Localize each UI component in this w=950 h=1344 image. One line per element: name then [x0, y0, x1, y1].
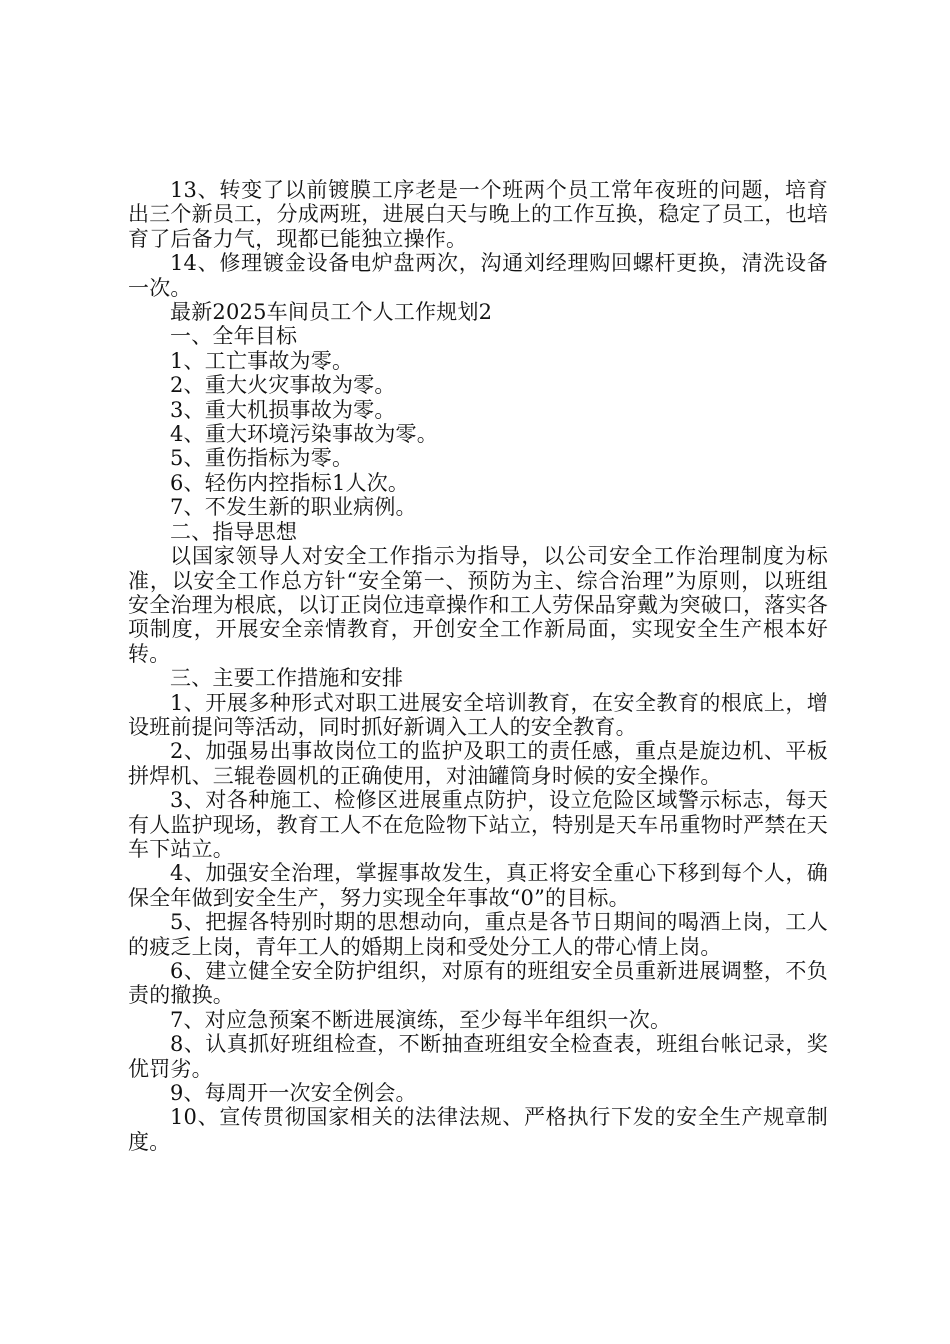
heading-guiding-thought: 二、指导思想: [170, 519, 298, 544]
heading-annual-goals: 一、全年目标: [170, 324, 298, 349]
goal-item: 4、重大环境污染事故为零。: [170, 422, 438, 447]
measure-item: 8、认真抓好班组检查，不断抽查班组安全检查表，班组台帐记录，奖优罚劣。: [128, 1032, 828, 1081]
guiding-thought-paragraph: 以国家领导人对安全工作指示为指导，以公司安全工作治理制度为标准，以安全工作总方针“安全第一、预防为主、综合治理”为原则，以班组安全治理为根底，以订正岗位违章操作和工人劳保品穿戴为突破口，落实各项制度，开展安全亲情教育，开创安全工作新局面，实现安全生产根本好转。: [128, 544, 828, 666]
goal-item: 3、重大机损事故为零。: [170, 397, 396, 422]
section-title: 最新2025车间员工个人工作规划2: [170, 300, 493, 325]
paragraph-14: 14、修理镀金设备电炉盘两次，沟通刘经理购回螺杆更换，清洗设备一次。: [128, 251, 828, 300]
measure-item: 4、加强安全治理，掌握事故发生，真正将安全重心下移到每个人，确保全年做到安全生产，努力实现全年事故“0”的目标。: [128, 861, 828, 910]
goal-item: 6、轻伤内控指标1人次。: [170, 470, 410, 495]
measure-item: 9、每周开一次安全例会。: [170, 1081, 417, 1106]
goal-item: 7、不发生新的职业病例。: [170, 495, 417, 520]
goal-item: 1、工亡事故为零。: [170, 348, 354, 373]
measure-item: 7、对应急预案不断进展演练，至少每半年组织一次。: [170, 1007, 672, 1032]
measure-item: 5、把握各特别时期的思想动向，重点是各节日期间的喝酒上岗，工人的疲乏上岗，青年工人的婚期上岗和受处分工人的带心情上岗。: [128, 910, 828, 959]
heading-main-measures: 三、主要工作措施和安排: [170, 666, 404, 691]
measure-item: 2、加强易出事故岗位工的监护及职工的责任感，重点是旋边机、平板拼焊机、三辊卷圆机的正确使用，对油罐筒身时候的安全操作。: [128, 739, 828, 788]
paragraph-13: 13、转变了以前镀膜工序老是一个班两个员工常年夜班的问题，培育出三个新员工，分成两班，进展白天与晚上的工作互换，稳定了员工，也培育了后备力气，现都已能独立操作。: [128, 178, 828, 251]
goal-item: 5、重伤指标为零。: [170, 446, 354, 471]
measure-item: 10、宣传贯彻国家相关的法律法规、严格执行下发的安全生产规章制度。: [128, 1105, 828, 1154]
goal-item: 2、重大火灾事故为零。: [170, 373, 396, 398]
measure-item: 3、对各种施工、检修区进展重点防护，设立危险区域警示标志，每天有人监护现场，教育工人不在危险物下站立，特别是天车吊重物时严禁在天车下站立。: [128, 788, 828, 861]
document-body: [128, 178, 828, 1154]
measure-item: 6、建立健全安全防护组织，对原有的班组安全员重新进展调整，不负责的撤换。: [128, 959, 828, 1008]
measure-item: 1、开展多种形式对职工进展安全培训教育，在安全教育的根底上，增设班前提问等活动，同时抓好新调入工人的安全教育。: [128, 690, 828, 739]
